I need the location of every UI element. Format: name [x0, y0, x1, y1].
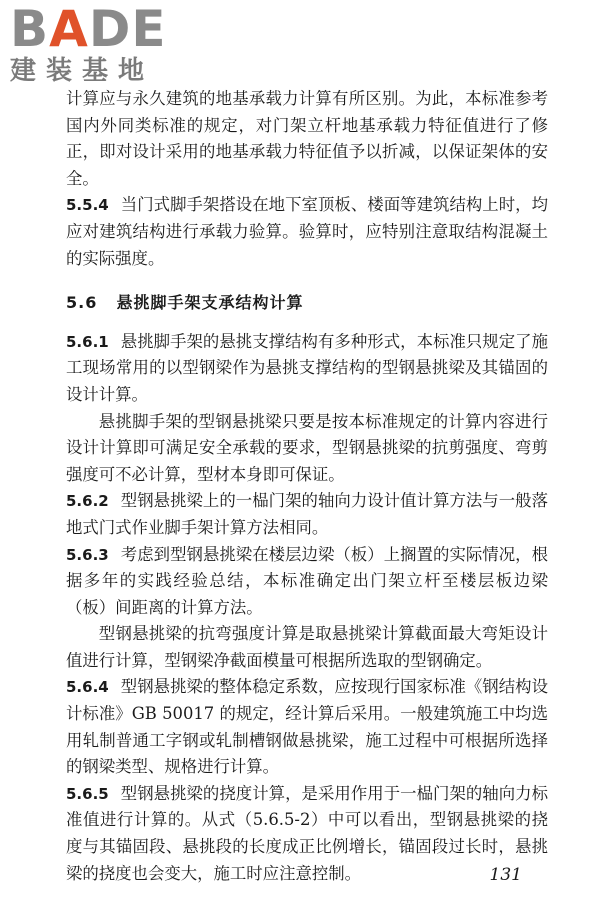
clause-text: 当门式脚手架搭设在地下室顶板、楼面等建筑结构上时，均应对建筑结构进行承载力验算。验算时，应特别注意取结构混凝土的实际强度。	[66, 195, 548, 268]
clause-number: 5.5.4	[66, 196, 109, 215]
logo-letter-b: B	[10, 0, 50, 58]
clause-5-6-3-para-2	[66, 621, 548, 674]
clause-5-6-3	[66, 542, 548, 622]
clause-number: 5.6.1	[66, 332, 109, 351]
clause-text: 型钢悬挑梁的挠度计算，是采用作用于一榀门架的轴向力标准值进行计算的。从式（5.6.5-2）中可以看出，型钢悬挑梁的挠度与其锚固段、悬挑段的长度成正比例增长，锚固段过长时，悬挑梁的挠度也会变大，施工时应注意控制。	[66, 783, 548, 883]
clause-5-6-1	[66, 329, 548, 409]
clause-5-6-2	[66, 488, 548, 541]
page-body	[66, 86, 548, 887]
clause-5-6-1-para-2	[66, 409, 548, 489]
clause-5-6-5	[66, 781, 548, 887]
paragraph-continuation	[66, 86, 548, 192]
paragraph-text: 计算应与永久建筑的地基承载力计算有所区别。为此，本标准参考国内外同类标准的规定，对门架立杆地基承载力特征值进行了修正，即对设计采用的地基承载力特征值予以折减，以保证架体的安全。	[66, 89, 548, 188]
logo-letters-de: DE	[88, 0, 167, 58]
clause-text: 考虑到型钢悬挑梁在楼层边梁（板）上搁置的实际情况，根据多年的实践经验总结，本标准确定出门架立杆至楼层板边梁（板）间距离的计算方法。	[66, 544, 548, 617]
clause-text: 悬挑脚手架的悬挑支撑结构有多种形式，本标准只规定了施工现场常用的以型钢梁作为悬挑支撑结构的型钢悬挑梁及其锚固的设计计算。	[66, 331, 548, 404]
paragraph-text: 悬挑脚手架的型钢悬挑梁只要是按本标准规定的计算内容进行设计计算即可满足安全承载的要求，型钢悬挑梁的抗剪强度、弯剪强度可不必计算，型材本身即可保证。	[66, 411, 548, 484]
clause-number: 5.6.5	[66, 784, 109, 803]
clause-5-6-4	[66, 674, 548, 780]
logo-subtitle: 建装基地	[10, 56, 155, 86]
clause-text: 型钢悬挑梁的整体稳定系数，应按现行国家标准《钢结构设计标准》GB 50017 的规定，经计算后采用。一般建筑施工中均选用轧制普通工字钢或轧制槽钢做悬挑梁，施工过程中可根据所选择的钢梁类型、规格进行计算。	[66, 677, 548, 777]
bade-logo	[10, 0, 180, 90]
section-title: 悬挑脚手架支承结构计算	[116, 293, 304, 313]
logo-wordmark	[10, 0, 180, 58]
clause-number: 5.6.2	[66, 492, 109, 511]
section-heading	[66, 290, 548, 317]
paragraph-text: 型钢悬挑梁的抗弯强度计算是取悬挑梁计算截面最大弯矩设计值进行计算，型钢梁净截面模量可根据所选取的型钢确定。	[66, 624, 548, 670]
section-number: 5.6	[66, 293, 98, 313]
page-number: 131	[489, 865, 522, 885]
logo-letter-a: A	[49, 0, 89, 58]
clause-5-5-4	[66, 192, 548, 272]
clause-text: 型钢悬挑梁上的一榀门架的轴向力设计值计算方法与一般落地式门式作业脚手架计算方法相同。	[66, 491, 548, 537]
clause-number: 5.6.4	[66, 678, 109, 697]
clause-number: 5.6.3	[66, 545, 109, 564]
